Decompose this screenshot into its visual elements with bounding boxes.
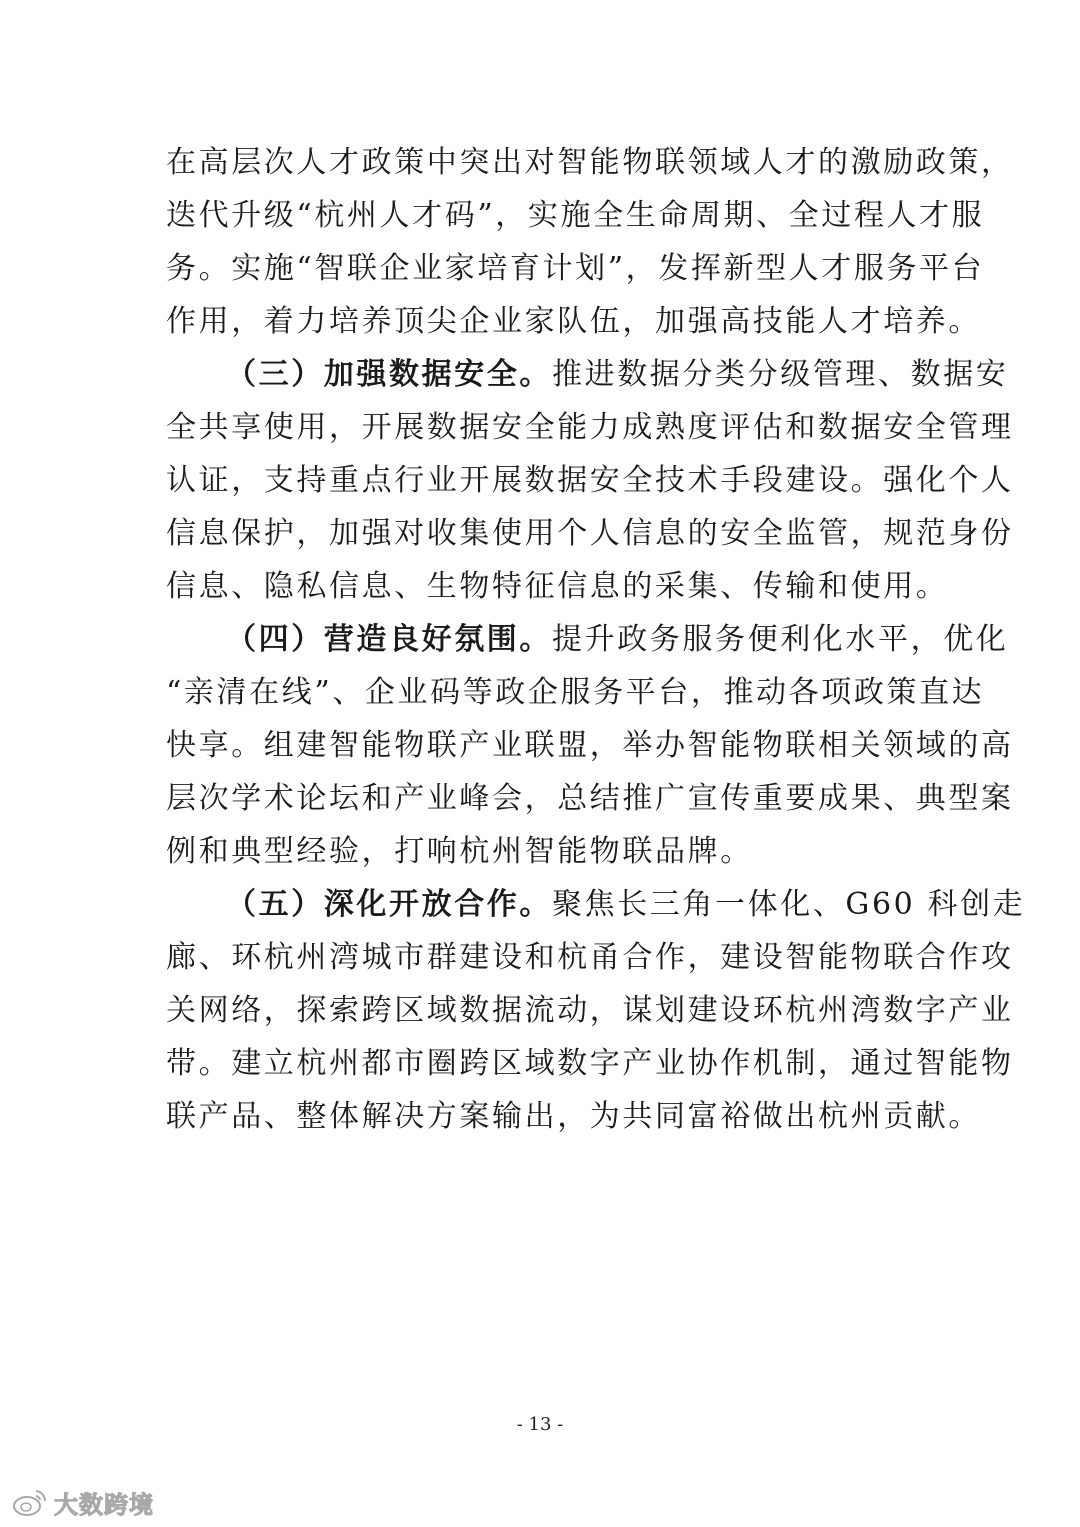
watermark-text: 大数跨境 <box>54 1490 154 1519</box>
watermark <box>12 1486 154 1518</box>
text-line: 带。建立杭州都市圈跨区域数字产业协作机制，通过智能物 <box>166 1046 1014 1081</box>
paragraph-text: 提升政务服务便利化水平，优化 <box>552 622 1009 657</box>
section-heading: （五）深化开放合作。 <box>226 887 552 922</box>
text-line: 关网络，探索跨区域数据流动，谋划建设环杭州湾数字产业 <box>166 993 1014 1028</box>
text-line: 务。实施“智联企业家培育计划”，发挥新型人才服务平台 <box>166 251 985 286</box>
paragraph-first-line <box>166 348 1009 401</box>
text-line: 例和典型经验，打响杭州智能物联品牌。 <box>166 834 753 869</box>
paragraph-first-line <box>166 878 1026 931</box>
text-line: 迭代升级“杭州人才码”，实施全生命周期、全过程人才服 <box>166 198 985 233</box>
weibo-logo-icon <box>12 1487 48 1517</box>
paragraph-first-line <box>166 613 1009 666</box>
paragraph-text: 聚焦长三角一体化、G60 科创走 <box>552 887 1026 922</box>
section-heading: （三）加强数据安全。 <box>226 357 552 392</box>
text-line: 廊、环杭州湾城市群建设和杭甬合作，建设智能物联合作攻 <box>166 940 1014 975</box>
text-line: 在高层次人才政策中突出对智能物联领域人才的激励政策， <box>166 145 1014 180</box>
page-number: - 13 - <box>516 1414 564 1435</box>
text-line: “亲清在线”、企业码等政企服务平台，推动各项政策直达 <box>166 675 985 710</box>
document-body <box>166 136 1026 1143</box>
text-line: 联产品、整体解决方案输出，为共同富裕做出杭州贡献。 <box>166 1099 981 1134</box>
text-line: 信息、隐私信息、生物特征信息的采集、传输和使用。 <box>166 569 949 604</box>
text-line: 层次学术论坛和产业峰会，总结推广宣传重要成果、典型案 <box>166 781 1014 816</box>
text-line: 作用，着力培养顶尖企业家队伍，加强高技能人才培养。 <box>166 304 981 339</box>
text-line: 快享。组建智能物联产业联盟，举办智能物联相关领域的高 <box>166 728 1014 763</box>
text-line: 全共享使用，开展数据安全能力成熟度评估和数据安全管理 <box>166 410 1014 445</box>
paragraph-text: 推进数据分类分级管理、数据安 <box>552 357 1009 392</box>
text-line: 信息保护，加强对收集使用个人信息的安全监管，规范身份 <box>166 516 1014 551</box>
text-line: 认证，支持重点行业开展数据安全技术手段建设。强化个人 <box>166 463 1014 498</box>
section-heading: （四）营造良好氛围。 <box>226 622 552 657</box>
